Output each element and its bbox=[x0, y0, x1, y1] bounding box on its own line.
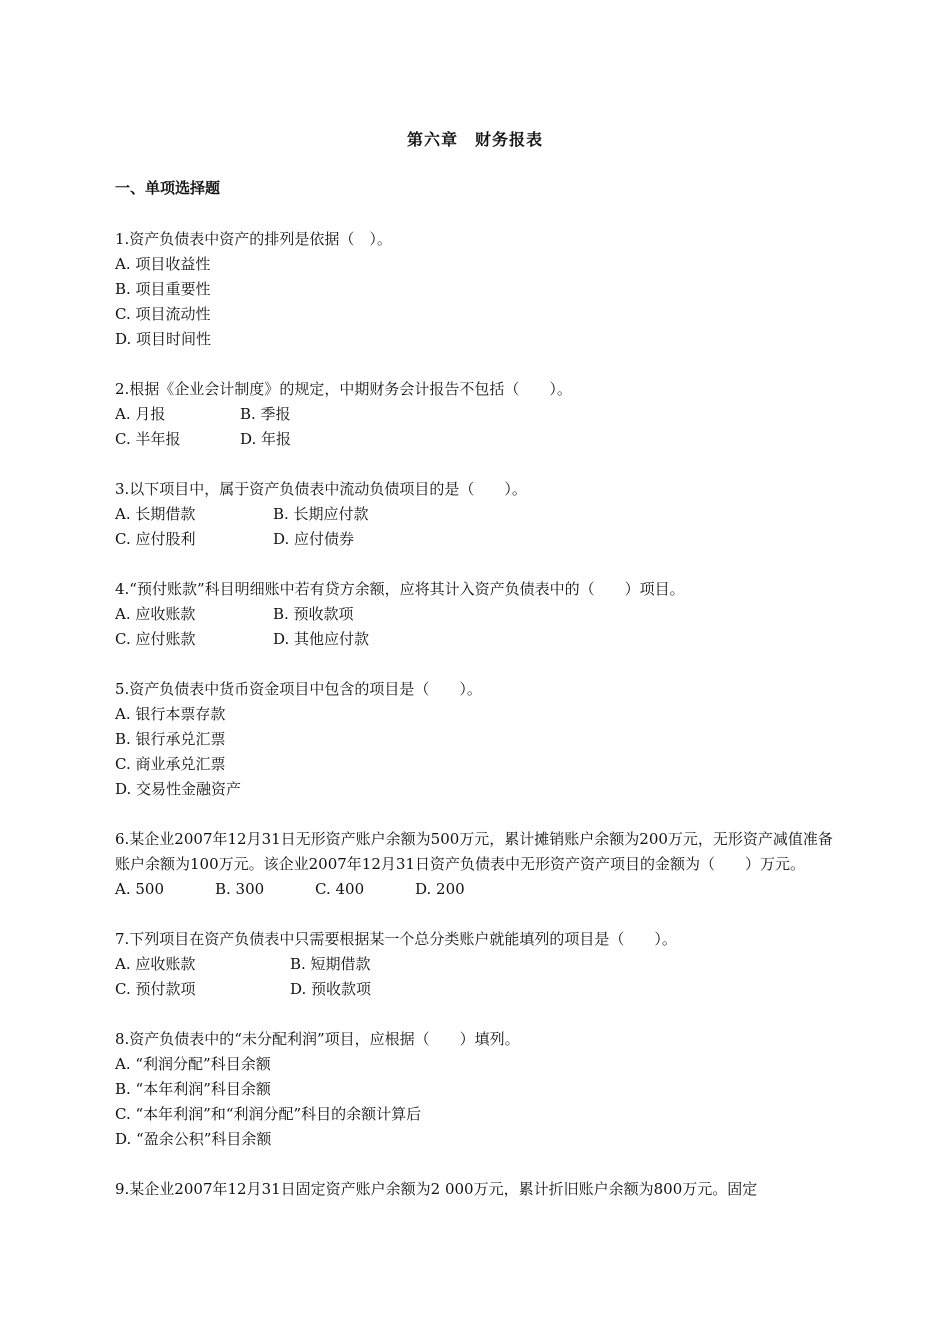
question-5-option-a: A. 银行本票存款 bbox=[115, 705, 226, 723]
question-8-stem: 8.资产负债表中的“未分配利润”项目，应根据（ ）填列。 bbox=[115, 1030, 520, 1048]
question-2-option-b: B. 季报 bbox=[240, 405, 291, 423]
question-4-option-b: B. 预收款项 bbox=[273, 605, 354, 623]
question-3-option-d: D. 应付债券 bbox=[273, 530, 355, 548]
question-2-stem: 2.根据《企业会计制度》的规定，中期财务会计报告不包括（ ）。 bbox=[115, 380, 572, 398]
question-3-option-b: B. 长期应付款 bbox=[273, 505, 369, 523]
question-7-option-d: D. 预收款项 bbox=[290, 980, 372, 998]
question-8-option-c: C. “本年利润”和“利润分配”科目的余额计算后 bbox=[115, 1105, 422, 1123]
question-6-option-b: B. 300 bbox=[215, 880, 265, 898]
question-1-option-a: A. 项目收益性 bbox=[115, 255, 211, 273]
question-4-option-c: C. 应付账款 bbox=[115, 630, 196, 648]
question-4-option-d: D. 其他应付款 bbox=[273, 630, 370, 648]
question-5-option-c: C. 商业承兑汇票 bbox=[115, 755, 226, 773]
question-8-option-a: A. “利润分配”科目余额 bbox=[115, 1055, 271, 1073]
section-heading: 一、单项选择题 bbox=[115, 179, 221, 197]
question-list bbox=[115, 227, 845, 1202]
question-3-option-c: C. 应付股利 bbox=[115, 530, 196, 548]
question-7-option-c: C. 预付款项 bbox=[115, 980, 196, 998]
question-6-option-d: D. 200 bbox=[415, 880, 465, 898]
question-1-option-c: C. 项目流动性 bbox=[115, 305, 211, 323]
question-3-option-a: A. 长期借款 bbox=[115, 505, 196, 523]
question-7-stem: 7.下列项目在资产负债表中只需要根据某一个总分类账户就能填列的项目是（ ）。 bbox=[115, 930, 677, 948]
question-1-stem: 1.资产负债表中资产的排列是依据（ ）。 bbox=[115, 230, 392, 248]
chapter-title: 第六章 财务报表 bbox=[406, 130, 543, 149]
question-5-option-d: D. 交易性金融资产 bbox=[115, 780, 242, 798]
question-8-option-b: B. “本年利润”科目余额 bbox=[115, 1080, 271, 1098]
question-4-option-a: A. 应收账款 bbox=[115, 605, 196, 623]
question-7-option-a: A. 应收账款 bbox=[115, 955, 196, 973]
question-2-option-c: C. 半年报 bbox=[115, 430, 181, 448]
question-5-stem: 5.资产负债表中货币资金项目中包含的项目是（ ）。 bbox=[115, 680, 482, 698]
question-6-option-c: C. 400 bbox=[315, 880, 365, 898]
question-7-option-b: B. 短期借款 bbox=[290, 955, 371, 973]
question-2-option-d: D. 年报 bbox=[240, 430, 292, 448]
question-9-stem: 9.某企业2007年12月31日固定资产账户余额为2 000万元，累计折旧账户余额为800万元。固定 bbox=[115, 1180, 758, 1198]
question-6-stem: 6.某企业2007年12月31日无形资产账户余额为500万元，累计摊销账户余额为200万元，无形资产减值准备账户余额为100万元。该企业2007年12月31日资产负债表中无形资产资产项目的金额为（ ）万元。 bbox=[115, 830, 833, 873]
question-1-option-b: B. 项目重要性 bbox=[115, 280, 211, 298]
question-6-option-a: A. 500 bbox=[115, 880, 164, 898]
question-3-stem: 3.以下项目中，属于资产负债表中流动负债项目的是（ ）。 bbox=[115, 480, 527, 498]
question-1-option-d: D. 项目时间性 bbox=[115, 330, 212, 348]
question-5-option-b: B. 银行承兑汇票 bbox=[115, 730, 226, 748]
question-2-option-a: A. 月报 bbox=[115, 405, 166, 423]
question-4-stem: 4.“预付账款”科目明细账中若有贷方余额，应将其计入资产负债表中的（ ）项目。 bbox=[115, 580, 685, 598]
question-8-option-d: D. “盈余公积”科目余额 bbox=[115, 1130, 272, 1148]
